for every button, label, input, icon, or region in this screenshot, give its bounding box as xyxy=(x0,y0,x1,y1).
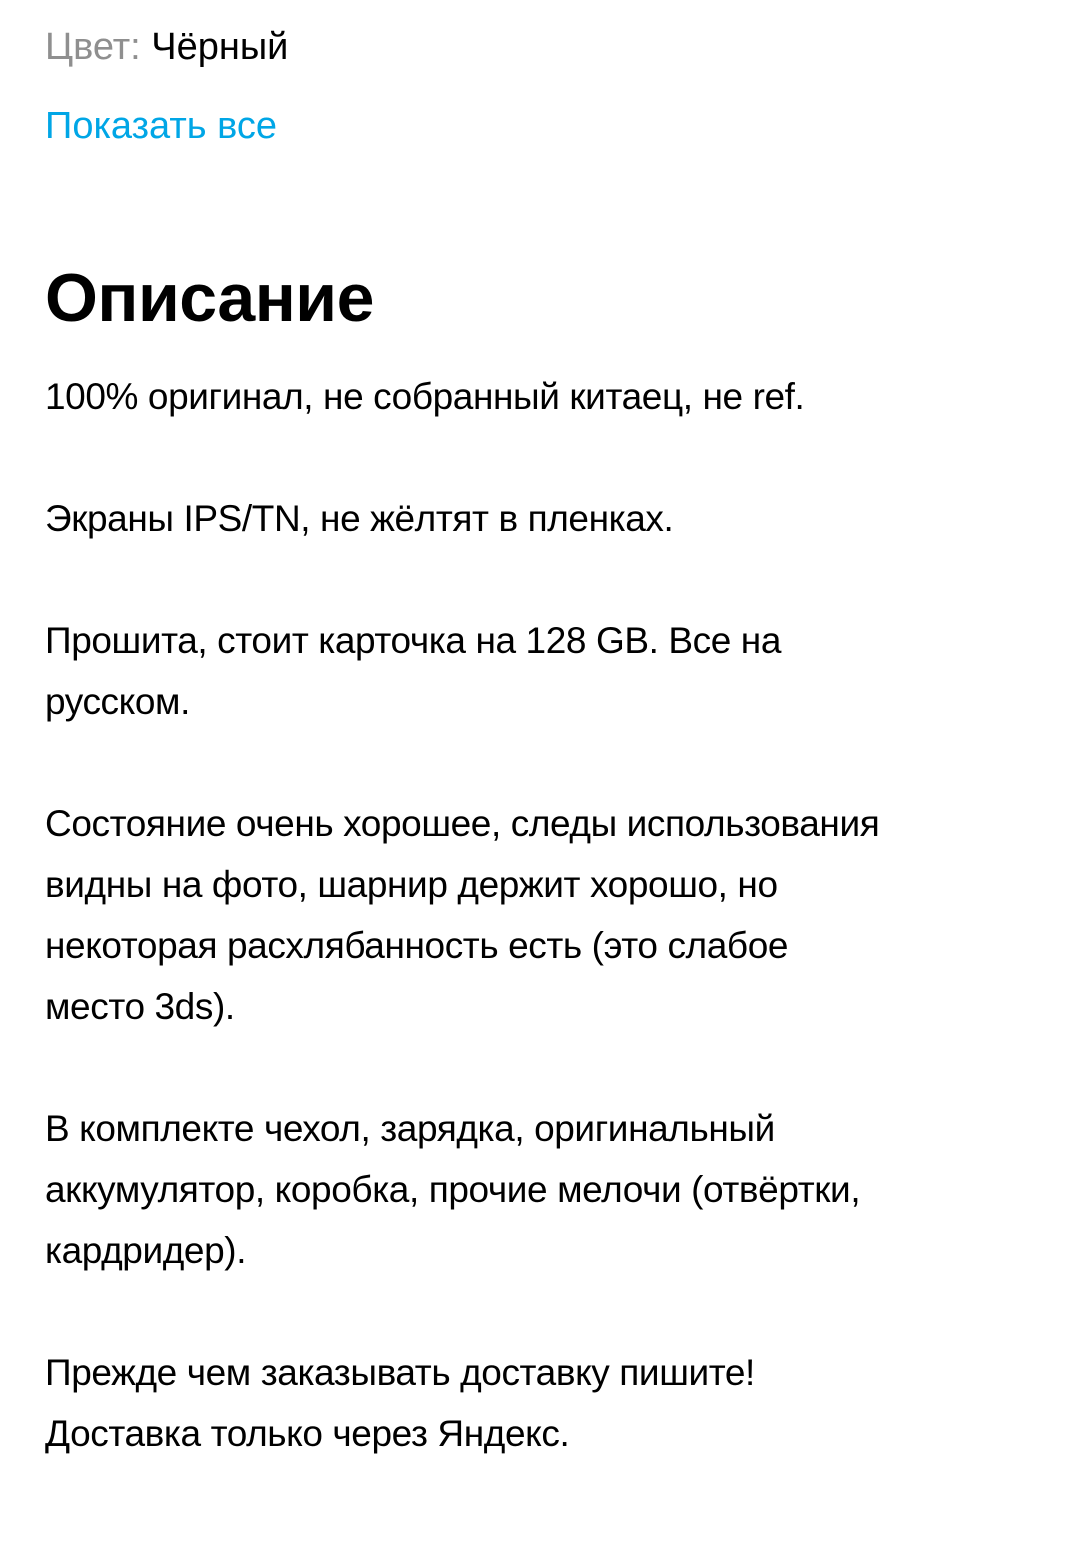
description-text: 100% оригинал, не собранный китаец, не ref. Экраны IPS/TN, не жёлтят в пленках. Прошита, стоит карточка на 128 GB. Все на русском. Состояние очень хорошее, следы использования видны на фото, шарнир держит хорошо, но некоторая расхлябанность есть (это слабое место 3ds). В комплекте чехол, зарядка, оригинальный аккумулятор, коробка, прочие мелочи (отвёртки, кардридер). Прежде чем заказывать доставку пишите! Доставка только через Яндекс. xyxy=(45,376,880,1454)
color-attribute-row xyxy=(45,22,288,72)
color-attribute-label: Цвет: xyxy=(45,26,141,68)
description-title: Описание xyxy=(45,260,374,336)
color-attribute-value: Чёрный xyxy=(151,26,289,68)
show-all-link[interactable]: Показать все xyxy=(45,105,277,147)
